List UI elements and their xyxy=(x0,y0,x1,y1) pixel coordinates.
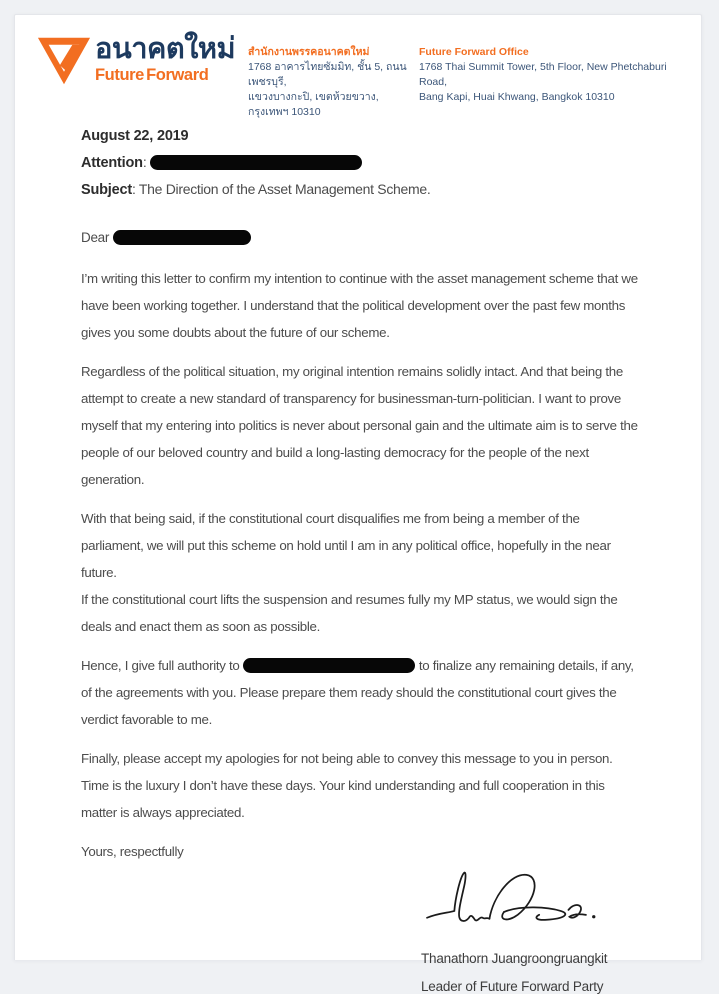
handwritten-signature xyxy=(421,869,631,947)
letter-date: August 22, 2019 xyxy=(81,128,189,144)
office-address-english xyxy=(419,45,669,105)
address-line: 1768 Thai Summit Tower, 5th Floor, New Phetchaburi Road, xyxy=(419,61,667,88)
letter-paragraph: Hence, I give full authority to to finalize any remaining details, if any, of the agreements with you. Please prepare them ready should the constitutional court gives the verdict favorable to me. xyxy=(81,658,634,727)
office-title-english: Future Forward Office xyxy=(419,46,529,58)
letterhead xyxy=(15,15,701,118)
party-logo-text xyxy=(95,33,235,85)
letter-paragraph: If the constitutional court lifts the suspension and resumes fully my MP status, we would sign the deals and enact them as soon as possible. xyxy=(81,592,618,634)
office-title-thai: สำนักงานพรรคอนาคตใหม่ xyxy=(248,46,370,58)
attention-label: Attention xyxy=(81,155,143,171)
letter-paragraph: Finally, please accept my apologies for not being able to convey this message to you in person. Time is the luxury I don’t have these days. Your kind understanding and full cooperation in this matter is always appreciated. xyxy=(81,751,613,820)
letter-page xyxy=(14,14,702,994)
subject-line xyxy=(81,176,643,203)
office-lines-thai xyxy=(248,60,413,120)
address-line: Bang Kapi, Huai Khwang, Bangkok 10310 xyxy=(419,91,615,103)
redaction-bar xyxy=(150,155,362,170)
attention-colon: : xyxy=(142,154,147,170)
closing-line: Yours, respectfully xyxy=(81,844,184,859)
letter-paragraph: With that being said, if the constitutional court disqualifies me from being a member of the parliament, we will put this scheme on hold until I am in any political office, hopefully in the near future. xyxy=(81,511,611,580)
office-lines-english xyxy=(419,60,669,105)
future-forward-triangle-icon xyxy=(37,36,91,86)
letter-paragraph: Regardless of the political situation, my original intention remains solidly intact. And that being the attempt to create a new standard of transparency for businessman-turn-politician. I want to prove myself that my entering into politics is never about personal gain and the ultimate aim is to serve the people of our beloved country and build a long-lasting democracy for the people of the next generation. xyxy=(81,364,638,487)
signatory-name: Thanathorn Juangroongruangkit xyxy=(421,951,608,966)
letter-body xyxy=(81,265,643,826)
redaction-bar xyxy=(113,230,251,245)
attention-line xyxy=(81,149,643,176)
salutation-text: Dear xyxy=(81,230,110,245)
redaction-bar xyxy=(243,658,415,673)
party-name-thai: อนาคตใหม่ xyxy=(95,33,236,65)
subject-label: Subject xyxy=(81,182,132,198)
signature-block xyxy=(421,869,646,994)
party-name-english: Future Forward xyxy=(95,66,209,84)
letter-paragraph: I’m writing this letter to confirm my intention to continue with the asset management scheme that we have been working together. I understand that the political development over the past few months gives you some doubts about the future of our scheme. xyxy=(81,271,638,340)
signatory-title: Leader of Future Forward Party xyxy=(421,979,604,994)
subject-text: : The Direction of the Asset Management Scheme. xyxy=(131,181,431,197)
salutation-line xyxy=(81,225,643,251)
office-address-thai xyxy=(248,45,413,120)
letter-content xyxy=(81,123,643,994)
address-line: 1768 อาคารไทยซัมมิท, ชั้น 5, ถนนเพชรบุรี, xyxy=(248,61,407,88)
address-line: แขวงบางกะปิ, เขตห้วยขวาง, กรุงเทพฯ 10310 xyxy=(248,91,379,118)
